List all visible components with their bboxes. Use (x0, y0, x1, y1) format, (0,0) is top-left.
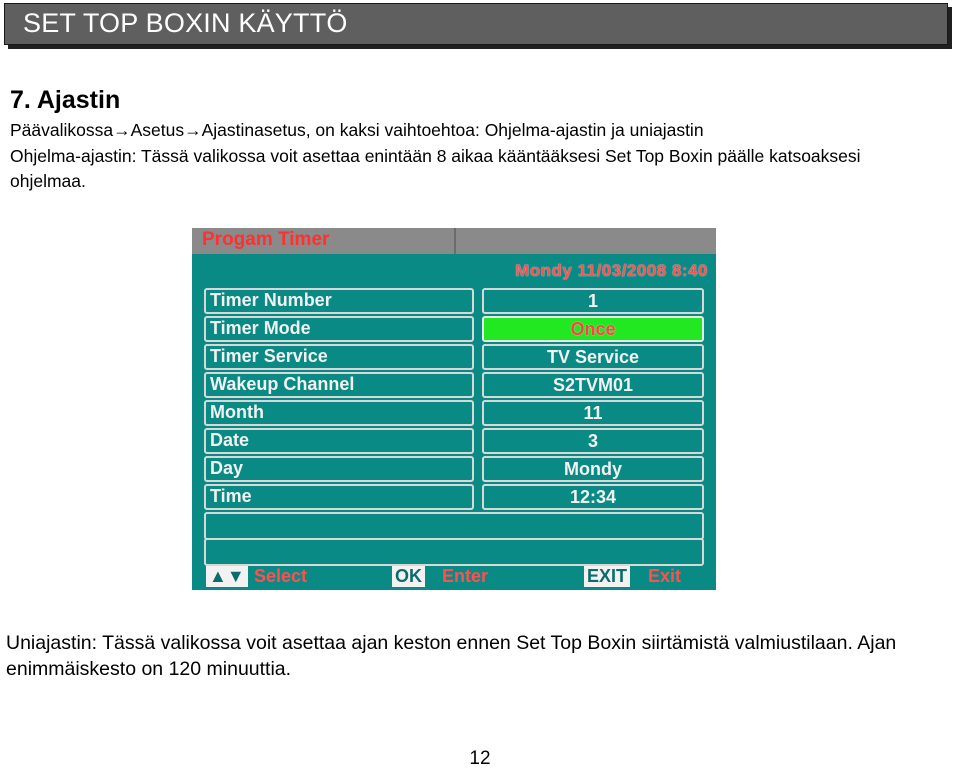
row-value-box[interactable] (482, 344, 704, 370)
row-value: Once (570, 319, 616, 339)
header-title: SET TOP BOXIN KÄYTTÖ (23, 8, 348, 38)
row-value-box[interactable] (482, 372, 704, 398)
row-value-box[interactable] (482, 484, 704, 510)
row-value: 1 (587, 291, 598, 311)
enter-hint: Enter (442, 566, 489, 586)
row-label: Time (210, 486, 252, 506)
row-value: TV Service (546, 347, 640, 367)
exit-key[interactable]: EXIT (584, 566, 630, 587)
row-value-box[interactable] (482, 428, 704, 454)
row-value: Mondy (564, 459, 622, 479)
row-value-box[interactable] (482, 288, 704, 314)
timer-row-date[interactable] (204, 428, 704, 452)
row-label-box (204, 456, 474, 482)
row-label: Month (210, 402, 264, 422)
row-label-box (204, 484, 474, 510)
section-title: 7. Ajastin (10, 86, 121, 114)
intro-line-1: Päävalikossa→Asetus→Ajastinasetus, on kaksi vaihtoehtoa: Ohjelma-ajastin ja uniajastin (10, 120, 704, 140)
row-label-box (204, 400, 474, 426)
row-value: 12:34 (569, 487, 617, 507)
row-label: Wakeup Channel (210, 374, 355, 394)
row-value: S2TVM01 (552, 375, 634, 395)
timer-row-mode[interactable] (204, 316, 704, 340)
row-value: 11 (583, 403, 603, 423)
row-label: Day (210, 458, 244, 478)
row-label-box (204, 344, 474, 370)
select-hint: Select (254, 566, 308, 586)
row-label-box (204, 372, 474, 398)
timer-row-time[interactable] (204, 484, 704, 508)
screen-datetime: Mondy 11/03/2008 8:40 (515, 261, 708, 280)
timer-row-day[interactable] (204, 456, 704, 480)
screen-footer (192, 564, 716, 590)
sleep-timer-description: Uniajastin: Tässä valikossa voit asettaa ajan keston ennen Set Top Boxin siirtämistä valmiustilaan. Ajan enimmäiskesto on 120 minuuttia. (6, 632, 897, 680)
page-number: 12 (469, 748, 491, 769)
timer-row-number[interactable] (204, 288, 704, 312)
page-header (4, 3, 948, 45)
row-label-box (204, 288, 474, 314)
row-label: Date (210, 430, 250, 450)
row-value-box[interactable] (482, 456, 704, 482)
screen-title: Progam Timer (202, 229, 330, 250)
timer-row-month[interactable] (204, 400, 704, 424)
row-label-box (204, 428, 474, 454)
exit-hint: Exit (648, 566, 682, 586)
title-bar-divider (454, 228, 456, 254)
timer-row-service[interactable] (204, 344, 704, 368)
intro-line-2: Ohjelma-ajastin: Tässä valikossa voit asettaa enintään 8 aikaa kääntääksesi Set Top Boxin päälle katsoaksesi ohjelmaa. (10, 146, 861, 191)
row-value-box[interactable] (482, 400, 704, 426)
empty-row (204, 512, 704, 540)
timer-row-wakeup-channel[interactable] (204, 372, 704, 396)
empty-row (204, 538, 704, 566)
row-label-box (204, 316, 474, 342)
row-value: 3 (587, 431, 598, 451)
row-label: Timer Service (210, 346, 328, 366)
updown-arrows-icon[interactable]: ▲▼ (206, 566, 248, 587)
ok-key[interactable]: OK (392, 566, 425, 587)
row-label: Timer Number (210, 290, 332, 310)
row-value-box-selected[interactable] (482, 316, 704, 342)
row-label: Timer Mode (210, 318, 311, 338)
program-timer-screenshot (192, 228, 716, 590)
